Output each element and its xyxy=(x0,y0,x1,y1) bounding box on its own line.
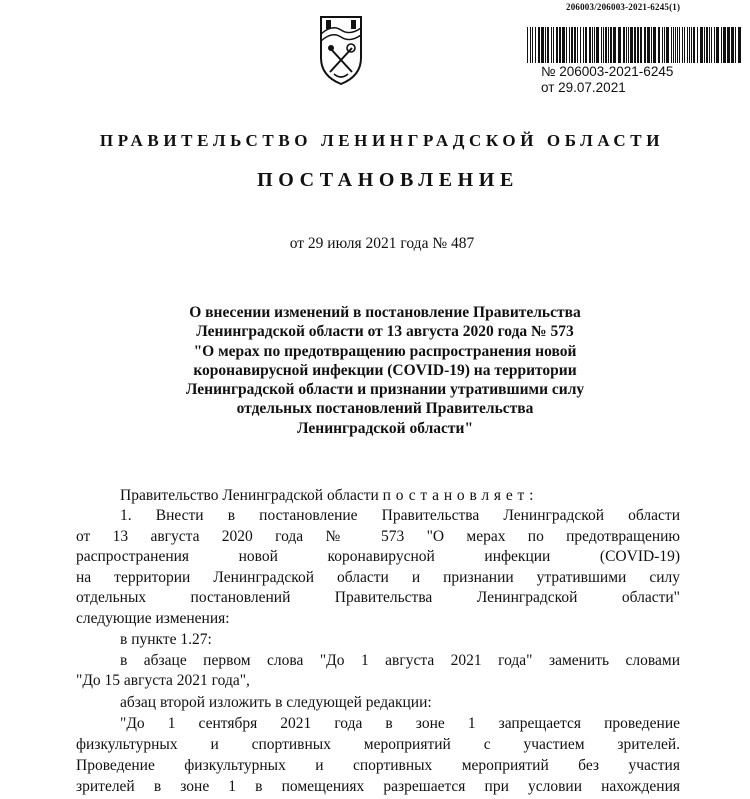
barcode-bar xyxy=(601,27,602,63)
barcode-bar xyxy=(700,27,703,63)
barcode-bar xyxy=(689,27,690,63)
barcode-bar xyxy=(553,27,554,63)
document-id-top: 206003/206003-2021-6245(1) xyxy=(566,2,681,12)
barcode-bar xyxy=(662,27,663,63)
barcode-bar xyxy=(605,27,607,63)
body-line: физкультурных и спортивных мероприятий с участием зрителей. xyxy=(76,736,680,753)
barcode-bar xyxy=(618,27,621,63)
barcode-bar xyxy=(637,27,639,63)
barcode-bar xyxy=(727,27,730,63)
body-line: на территории Ленинградской области и признании утратившими силу xyxy=(76,569,680,586)
government-title: ПРАВИТЕЛЬСТВО ЛЕНИНГРАДСКОЙ ОБЛАСТИ xyxy=(99,131,665,150)
barcode-bar xyxy=(682,27,683,63)
barcode-bar xyxy=(709,27,710,63)
body-line: в пункте 1.27: xyxy=(120,631,212,648)
barcode-bar xyxy=(530,27,531,63)
barcode-bar xyxy=(704,27,705,63)
document-type: ПОСТАНОВЛЕНИЕ xyxy=(257,169,519,191)
barcode-bar xyxy=(527,27,528,63)
body-line: в абзаце первом слова "До 1 августа 2021 года" заменить словами xyxy=(120,652,680,669)
barcode-bar xyxy=(653,27,656,63)
subject-line: Ленинградской области и признании утратившими силу xyxy=(185,381,585,399)
barcode-bar xyxy=(569,27,570,63)
document-date-number: от 29 июля 2021 года № 487 xyxy=(289,235,475,252)
subject-line: "О мерах по предотвращению распространения новой xyxy=(193,342,577,360)
leningrad-oblast-coat-of-arms-icon xyxy=(318,14,364,86)
barcode-bar xyxy=(634,27,636,63)
barcode-bar xyxy=(677,27,678,63)
barcode-bar xyxy=(697,27,698,63)
barcode-bar xyxy=(585,27,587,63)
barcode-bar xyxy=(532,27,533,63)
body-line: отдельных постановлений Правительства Ленинградской области" xyxy=(76,589,680,606)
barcode-bar xyxy=(671,27,672,63)
preamble-lead: Правительство Ленинградской области xyxy=(120,487,379,504)
body-line: Проведение физкультурных и спортивных мероприятий без участия xyxy=(76,757,680,774)
body-line: зрителей в зоне 1 в помещениях разрешается при условии нахождения xyxy=(76,778,680,795)
barcode-bar xyxy=(592,27,593,63)
barcode-bar xyxy=(693,27,695,63)
barcode-bar xyxy=(583,27,584,63)
barcode-bar xyxy=(664,27,665,63)
barcode-bar xyxy=(735,27,736,63)
barcode-bar xyxy=(714,27,715,63)
barcode-bar xyxy=(545,27,546,63)
barcode xyxy=(527,27,745,63)
preamble-decree-word: постановляет: xyxy=(382,487,539,504)
barcode-bar xyxy=(658,27,660,63)
registration-date: от 29.07.2021 xyxy=(541,80,626,95)
barcode-bar xyxy=(687,27,688,63)
barcode-bar xyxy=(596,27,599,63)
barcode-bar xyxy=(651,27,652,63)
subject-line: Ленинградской области от 13 августа 2020 года № 573 xyxy=(196,323,574,341)
body-line: "До 15 августа 2021 года", xyxy=(76,672,250,689)
barcode-bar xyxy=(626,27,627,63)
barcode-bar xyxy=(603,27,604,63)
body-line: "До 1 сентября 2021 года в зоне 1 запрещается проведение xyxy=(120,715,680,732)
registration-number: № 206003-2021-6245 xyxy=(541,64,674,79)
barcode-bar xyxy=(571,27,573,63)
barcode-bar xyxy=(711,27,712,63)
barcode-bar xyxy=(551,27,552,63)
barcode-bar xyxy=(556,27,558,63)
barcode-bar xyxy=(613,27,616,63)
body-line: 1. Внести в постановление Правительства Ленинградской области xyxy=(120,507,680,524)
subject-line: коронавирусной инфекции (COVID-19) на территории xyxy=(193,361,577,379)
barcode-bar xyxy=(684,27,685,63)
barcode-bar xyxy=(559,27,561,63)
barcode-bar xyxy=(644,27,646,63)
barcode-bar xyxy=(738,27,741,63)
barcode-bar xyxy=(547,27,549,63)
preamble xyxy=(120,486,538,505)
barcode-bar xyxy=(666,27,669,63)
barcode-bar xyxy=(630,27,633,63)
barcode-bar xyxy=(647,27,650,63)
barcode-bar xyxy=(716,27,719,63)
barcode-bar xyxy=(541,27,544,63)
barcode-bar xyxy=(675,27,676,63)
body-line: следующие изменения: xyxy=(76,610,230,627)
barcode-bar xyxy=(589,27,591,63)
barcode-bar xyxy=(594,27,595,63)
barcode-bar xyxy=(723,27,726,63)
document-subject xyxy=(60,303,710,438)
barcode-bar xyxy=(691,27,692,63)
body-line: от 13 августа 2020 года № 573 "О мерах по предотвращению xyxy=(76,528,680,545)
subject-line: О внесении изменений в постановление Правительства xyxy=(189,304,581,321)
barcode-bar xyxy=(580,27,581,63)
barcode-bar xyxy=(706,27,708,63)
barcode-bar xyxy=(721,27,722,63)
barcode-bar xyxy=(562,27,565,63)
body-line: абзац второй изложить в следующей редакции: xyxy=(120,694,432,711)
body-line: распространения новой коронавирусной инфекции (COVID-19) xyxy=(76,548,680,565)
barcode-bar xyxy=(608,27,609,63)
barcode-bar xyxy=(538,27,540,63)
barcode-bar xyxy=(623,27,625,63)
barcode-bar xyxy=(640,27,642,63)
barcode-bar xyxy=(731,27,734,63)
barcode-bar xyxy=(577,27,578,63)
barcode-bar xyxy=(610,27,612,63)
barcode-bar xyxy=(574,27,576,63)
barcode-bar xyxy=(679,27,680,63)
subject-line: Ленинградской области" xyxy=(296,419,474,437)
subject-line: отдельных постановлений Правительства xyxy=(236,400,534,418)
barcode-bar xyxy=(566,27,567,63)
barcode-bar xyxy=(673,27,674,63)
barcode-bar xyxy=(628,27,629,63)
barcode-bar xyxy=(535,27,536,63)
